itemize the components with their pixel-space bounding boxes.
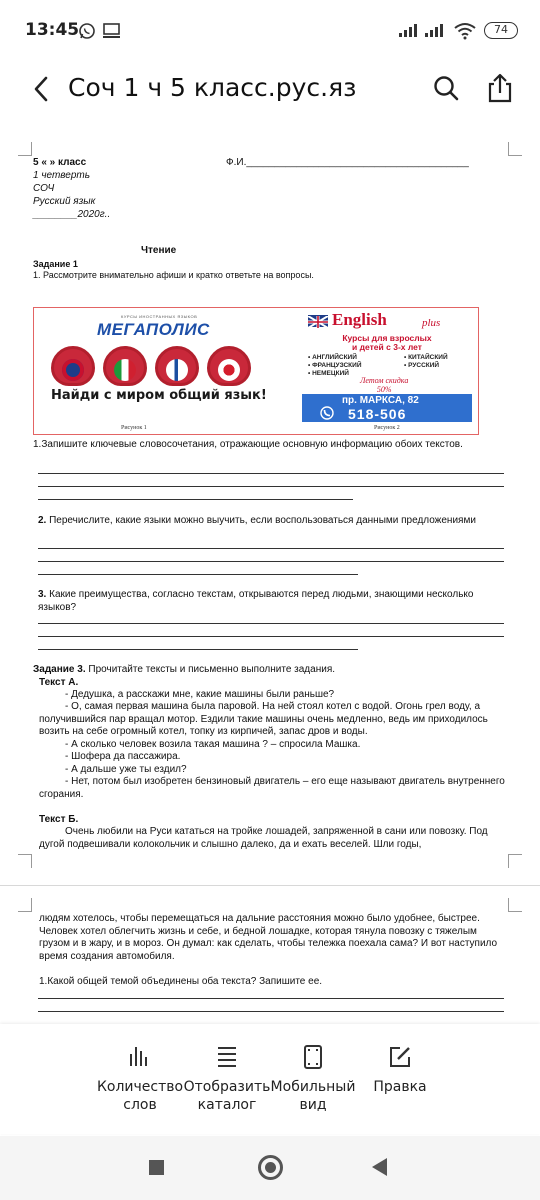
status-bar: [0, 0, 540, 64]
back-icon[interactable]: [372, 1158, 387, 1176]
navigation-bar: [0, 1136, 540, 1200]
answer-line: [38, 486, 504, 487]
whatsapp-icon: [78, 22, 96, 40]
answer-line: [38, 499, 353, 500]
uk-flag-tongue: [51, 346, 95, 386]
text-a-line: - А сколько человек возила такая машина ? – спросила Машка.: [65, 739, 361, 750]
soch-text: СОЧ: [33, 183, 55, 194]
task1-title: Задание 1: [33, 259, 78, 269]
page-corner-mark: [508, 898, 522, 912]
question-3: [38, 589, 504, 614]
home-icon[interactable]: [258, 1155, 283, 1180]
answer-line: [38, 623, 504, 624]
section-title: Чтение: [141, 245, 177, 256]
question-3-number: 3.: [38, 589, 47, 600]
answer-line: [38, 636, 504, 637]
phone-number: 518-506: [348, 406, 407, 422]
text-a-line: - А дальше уже ты ездил?: [65, 764, 187, 775]
show-catalog-label: Отобразить каталог: [183, 1079, 271, 1113]
answer-line: [38, 473, 504, 474]
figure-caption-1: Рисунок 1: [121, 425, 147, 431]
edit-icon: [387, 1044, 413, 1070]
word-count-label: Количество слов: [96, 1079, 184, 1113]
posters-image: [33, 307, 479, 435]
italy-flag-tongue: [103, 346, 147, 386]
text-a-line: - О, самая первая машина была паровой. На ней стоял котел с водой. Огонь грел воду, а получившийся пар вращал мотор. Ездили такие машины очень медленно, ведь им приходилось возить на себе огромный котел, топку из кирпичей, запас дров и воды.: [39, 701, 488, 737]
question-2-text: Перечислите, какие языки можно выучить, если воспользоваться данными предложениями: [46, 515, 476, 526]
page-corner-mark: [508, 854, 522, 868]
list-icon: [214, 1044, 240, 1068]
battery-icon: 74: [484, 22, 518, 39]
text-b-title: Текст Б.: [39, 814, 79, 825]
bottom-toolbar: [0, 1024, 540, 1134]
signal-icon: [398, 22, 420, 38]
text-a-line: - Нет, потом был изобретен бензиновый двигатель – его еще называют двигатель внутреннего сгорания.: [39, 776, 505, 800]
task3-title: Задание 3.: [33, 664, 86, 675]
phone-frame-icon: [300, 1044, 326, 1070]
wifi-icon: [453, 22, 477, 40]
fio-line: Ф.И.________________________________________: [226, 157, 469, 168]
question-2: [38, 515, 504, 528]
answer-line: [38, 649, 358, 650]
question-2-number: 2.: [38, 515, 47, 526]
address-text: пр. МАРКСА, 82: [342, 395, 419, 406]
text-a-line: - Шофера да пассажира.: [65, 751, 181, 762]
english-brand: English: [332, 310, 387, 329]
phone-icon: [320, 406, 334, 420]
figure-caption-2: Рисунок 2: [374, 425, 400, 431]
english-plus: plus: [422, 317, 441, 329]
megapolis-poster: [39, 310, 299, 431]
megapolis-slogan: Найди с миром общий язык!: [51, 388, 267, 403]
question-1: 1.Запишите ключевые словосочетания, отражающие основную информацию обоих текстов.: [33, 439, 463, 450]
edit-label: Правка: [373, 1079, 427, 1095]
text-a-line: - Дедушка, а расскажи мне, какие машины были раньше?: [65, 689, 335, 700]
megapolis-subtitle: КУРСЫ ИНОСТРАННЫХ ЯЗЫКОВ: [121, 314, 198, 319]
subject-text: Русский язык: [33, 196, 96, 207]
page-corner-mark: [18, 142, 32, 156]
recents-icon[interactable]: [149, 1160, 164, 1175]
chevron-left-icon[interactable]: [28, 72, 56, 106]
courses-text: Курсы для взрослых и детей с 3-х лет: [342, 333, 432, 352]
task3-heading: [33, 664, 503, 677]
page-divider: [0, 885, 540, 886]
finland-flag-tongue: [155, 346, 199, 386]
page-corner-mark: [18, 898, 32, 912]
contact-box: [302, 394, 472, 422]
edit-button[interactable]: [345, 1044, 455, 1096]
task1-instruction: 1. Рассмотрите внимательно афиши и кратко ответьте на вопросы.: [33, 270, 314, 280]
search-icon[interactable]: [432, 74, 460, 102]
mobile-view-label: Мобильный вид: [270, 1079, 356, 1113]
signal-icon: [424, 22, 446, 38]
answer-line: [38, 1011, 504, 1012]
languages-right: • КИТАЙСКИЙ • РУССКИЙ: [404, 354, 448, 369]
english-plus-poster: [302, 310, 472, 431]
page-separator: [0, 870, 540, 898]
page-corner-mark: [18, 854, 32, 868]
japan-flag-tongue: [207, 346, 251, 386]
status-time: 13:45: [25, 20, 80, 40]
year-text: ________2020г..: [33, 209, 111, 220]
class-line: 5 « » класс: [33, 157, 87, 168]
quarter-text: 1 четверть: [33, 170, 91, 181]
share-icon[interactable]: [486, 72, 514, 104]
answer-line: [38, 998, 504, 999]
megapolis-logo: МЕГАПОЛИС: [97, 320, 210, 339]
task3-instruction: Прочитайте тексты и письменно выполните задания.: [85, 664, 336, 675]
monitor-icon: [102, 22, 122, 40]
text-a-title: Текст А.: [39, 677, 79, 688]
uk-flag-icon: [308, 315, 328, 327]
answer-line: [38, 548, 504, 549]
document-title: Соч 1 ч 5 класс.рус.яз: [68, 73, 357, 102]
languages-left: • АНГЛИЙСКИЙ • ФРАНЦУЗСКИЙ • НЕМЕЦКИЙ: [308, 354, 362, 377]
discount-text: Летом скидка 50%: [360, 376, 409, 394]
answer-line: [38, 574, 358, 575]
text-b-paragraph: Очень любили на Руси кататься на тройке лошадей, запряженной в сани или повозку. Под дугой подвешивали колокольчик и слышно далеко, да и ехать веселей. Шли годы,: [39, 826, 488, 850]
text-b-continuation: людям хотелось, чтобы перемещаться на дальние расстояния можно было удобнее, быстрее. Человек хотел облегчить жизнь и себе, и бедной лошадке, которая тянула повозку с тяжелым грузом и в жару, и в мороз. Он думал: как сделать, чтобы тележка поехала сама? И вот наступило время создания автомобиля.: [39, 913, 498, 962]
page-corner-mark: [508, 142, 522, 156]
question-common-theme: 1.Какой общей темой объединены оба текста? Запишите ее.: [39, 976, 323, 987]
app-bar: [0, 64, 540, 116]
answer-line: [38, 561, 504, 562]
question-3-text: Какие преимущества, согласно текстам, открываются перед людьми, знающими несколько языков?: [38, 589, 474, 613]
bar-chart-icon: [127, 1044, 153, 1068]
